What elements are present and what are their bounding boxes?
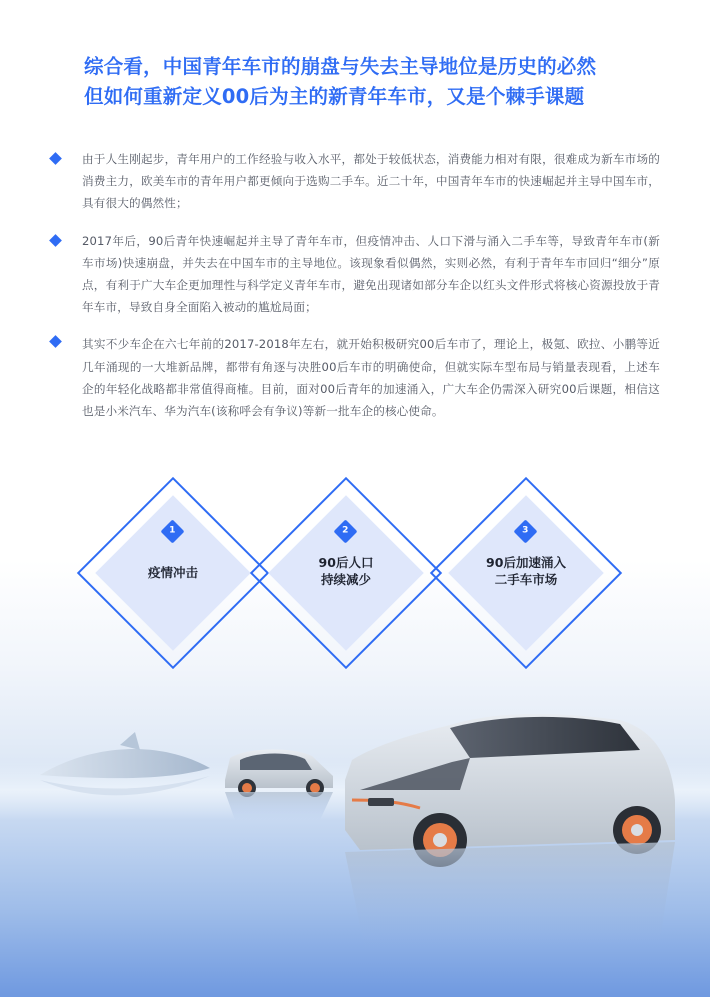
title-line-1: 综合看，中国青年车市的崩盘与失去主导地位是历史的必然: [84, 55, 597, 78]
large-car-illustration: [345, 714, 675, 950]
factor-diamond-3: [431, 478, 621, 668]
factor-label-line: 90后人口: [318, 555, 374, 570]
sculpture-shape: [40, 732, 210, 795]
diamond-bullet-icon: [49, 152, 62, 165]
factor-diamond-2: [251, 478, 441, 668]
car-badge-plate: [368, 798, 394, 806]
factor-number-badge: 2: [333, 519, 357, 543]
bullet-text: 2017年后，90后青年快速崛起并主导了青年车市，但疫情冲击、人口下滑与涌入二手车等，导致青年车市(新车市场)快速崩盘，并失去在中国车市的主导地位。该现象看似偶然，实则必然，有利于青年车市回归“细分”原点，有利于广大车企更加理性与科学定义青年车市，避免出现诸如部分车企以红头文件形式将核心资源投放于青年车市，导致自身全面陷入被动的尴尬局面；: [82, 233, 660, 315]
factor-diamond-1: [78, 478, 268, 668]
car-scene-illustration: [0, 680, 710, 997]
bullet-item: [50, 230, 660, 319]
factor-label-line: 二手车市场: [494, 572, 558, 587]
factor-label-line: 90后加速涌入: [486, 555, 566, 570]
factor-number-badge: 3: [513, 519, 537, 543]
bullet-item: [50, 148, 660, 215]
factor-label: [461, 554, 591, 588]
bullet-list: [50, 148, 660, 437]
bullet-text: 其实不少车企在六七年前的2017-2018年左右，就开始积极研究00后车市了，理论上，极氪、欧拉、小鹏等近几年涌现的一大堆新品牌，都带有角逐与决胜00后车市的明确使命，但就实际车型布局与销量表现看，上述车企的年轻化战略都非常值得商榷。目前，面对00后青年的加速涌入，广大车企仍需深入研究00后课题，相信这也是小米汽车、华为汽车(该称呼会有争议)等新一批车企的核心使命。: [82, 337, 660, 419]
factor-number-badge: 1: [160, 519, 184, 543]
factor-label-line: 持续减少: [320, 572, 371, 587]
factor-label: 疫情冲击: [147, 565, 198, 580]
diamond-bullet-icon: [49, 336, 62, 349]
title-line-2: 但如何重新定义00后为主的新青年车市，又是个棘手课题: [84, 85, 585, 108]
bullet-item: [50, 333, 660, 422]
page-title: [84, 52, 684, 112]
bullet-text: 由于人生刚起步，青年用户的工作经验与收入水平，都处于较低状态，消费能力相对有限，很难成为新车市场的消费主力，欧美车市的青年用户都更倾向于选购二手车。近二十年，中国青年车市的快速崛起并主导中国车市，具有很大的偶然性；: [82, 152, 660, 211]
small-car-illustration: [225, 749, 333, 820]
factor-label: [281, 554, 411, 588]
diamond-bullet-icon: [49, 234, 62, 247]
